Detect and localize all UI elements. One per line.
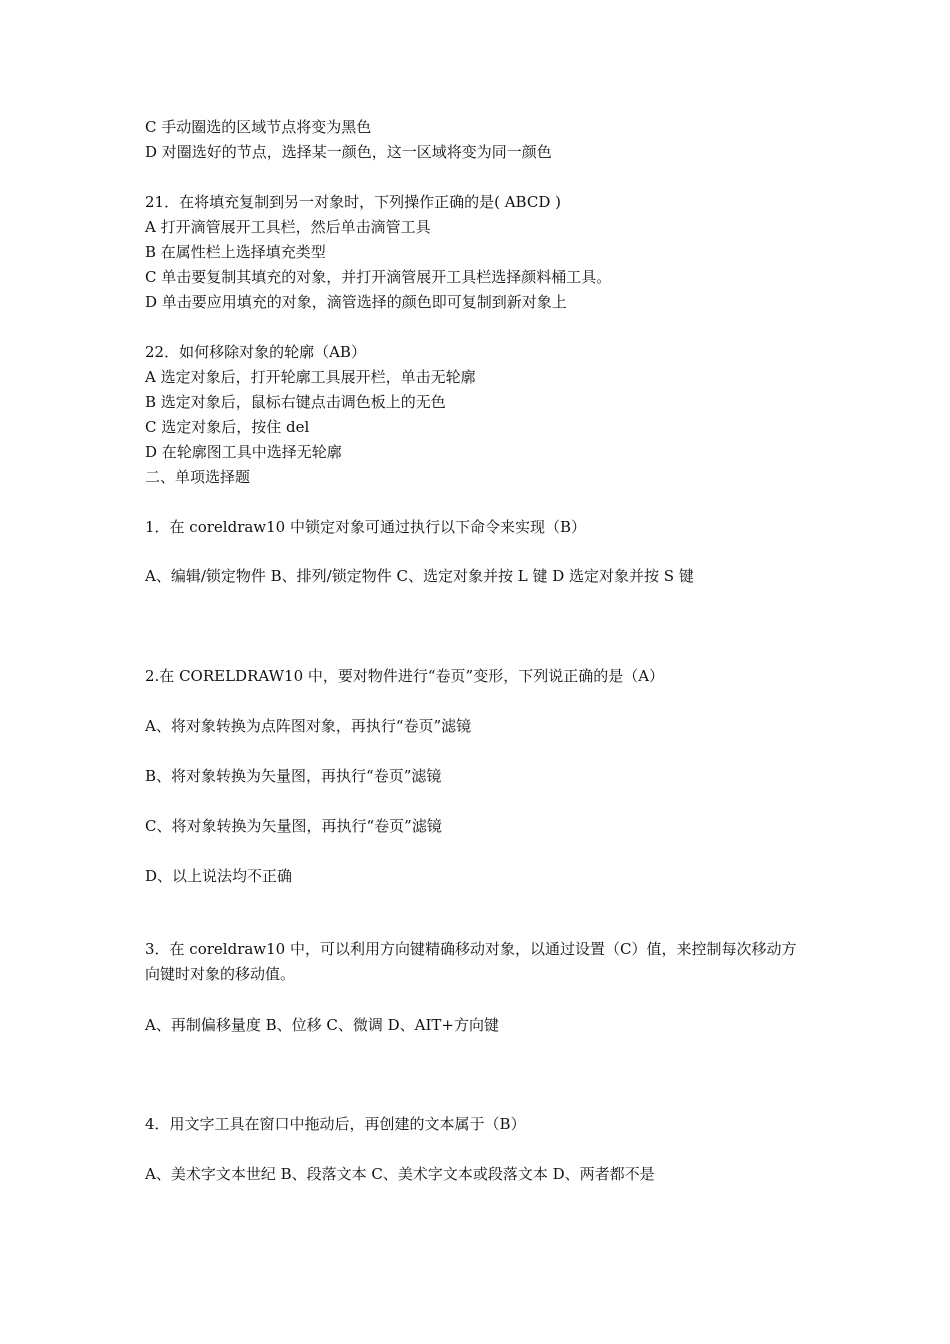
s1-options: A、编辑/锁定物件 B、排列/锁定物件 C、选定对象并按 L 键 D 选定对象并按 S 键 [145,567,694,585]
q21-option-a: A 打开滴管展开工具栏，然后单击滴管工具 [145,218,431,236]
s1-question: 1．在 coreldraw10 中锁定对象可通过执行以下命令来实现（B） [145,518,587,536]
s2-option-a: A、将对象转换为点阵图对象，再执行“卷页”滤镜 [145,717,472,735]
q21-option-b: B 在属性栏上选择填充类型 [145,243,326,261]
q22-option-c: C 选定对象后，按住 del [145,418,310,436]
q21-question: 21．在将填充复制到另一对象时，下列操作正确的是( ABCD ) [145,193,561,211]
section-title: 二、单项选择题 [145,468,251,486]
q21-option-c: C 单击要复制其填充的对象，并打开滴管展开工具栏选择颜料桶工具。 [145,268,612,286]
q20-option-d: D 对圈选好的节点，选择某一颜色，这一区域将变为同一颜色 [145,143,552,161]
s2-option-c: C、将对象转换为矢量图，再执行“卷页”滤镜 [145,817,442,835]
s3-options: A、再制偏移量度 B、位移 C、微调 D、AIT+方向键 [145,1016,499,1034]
s4-question: 4．用文字工具在窗口中拖动后，再创建的文本属于（B） [145,1115,526,1133]
q22-question: 22．如何移除对象的轮廓（AB） [145,343,366,361]
q20-option-c: C 手动圈选的区域节点将变为黑色 [145,118,372,136]
s2-option-b: B、将对象转换为矢量图，再执行“卷页”滤镜 [145,767,442,785]
s2-option-d: D、以上说法均不正确 [145,867,293,885]
q22-option-a: A 选定对象后，打开轮廓工具展开栏，单击无轮廓 [145,368,476,386]
q22-option-d: D 在轮廓图工具中选择无轮廓 [145,443,342,461]
q22-option-b: B 选定对象后，鼠标右键点击调色板上的无色 [145,393,446,411]
q21-option-d: D 单击要应用填充的对象，滴管选择的颜色即可复制到新对象上 [145,293,567,311]
s3-question: 3．在 coreldraw10 中，可以利用方向键精确移动对象，以通过设置（C）值，来控制每次移动方向键时对象的移动值。 [145,940,797,983]
s2-question: 2.在 CORELDRAW10 中，要对物件进行“卷页”变形，下列说正确的是（A） [145,667,665,685]
s4-options: A、美术字文本世纪 B、段落文本 C、美术字文本或段落文本 D、两者都不是 [145,1165,655,1183]
